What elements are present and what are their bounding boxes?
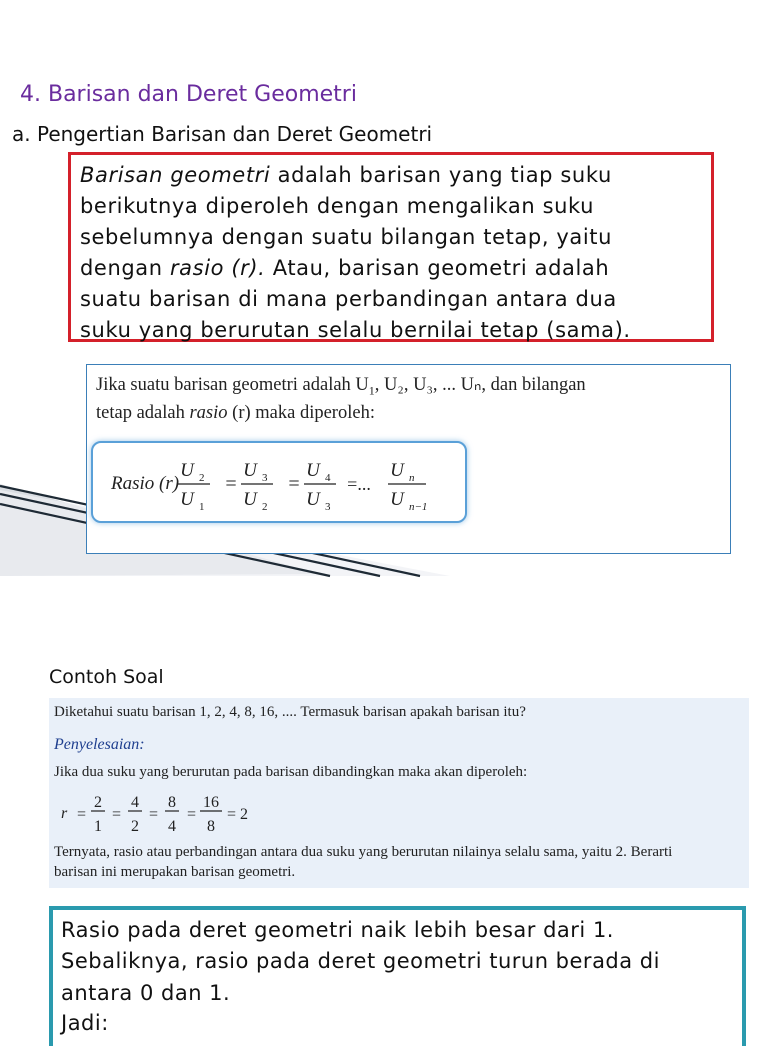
definition-line-1: Barisan geometri adalah barisan yang tiap suku — [80, 163, 612, 187]
equals-sign: = — [186, 806, 197, 823]
equals-sign: = — [288, 473, 300, 495]
note-line-3: antara 0 dan 1. — [61, 981, 231, 1005]
equals-ellipsis: =... — [347, 474, 371, 494]
fraction-denominator: U — [390, 489, 404, 510]
r-variable: r — [61, 805, 68, 822]
solution-label: Penyelesaian: — [54, 736, 145, 753]
fraction-denominator: U — [243, 489, 257, 510]
fraction-numerator: U — [306, 460, 320, 481]
fraction-denominator: U — [180, 489, 194, 510]
fraction-denominator: 1 — [94, 818, 102, 835]
subsection-title: a. Pengertian Barisan dan Deret Geometri — [12, 122, 433, 146]
fraction-numerator-subscript: 2 — [199, 472, 205, 484]
equals-sign: = — [111, 806, 122, 823]
definition-line-3: sebelumnya dengan suatu bilangan tetap, yaitu — [80, 225, 613, 249]
equals-sign: = — [77, 806, 87, 823]
fraction-numerator: 16 — [203, 794, 219, 811]
example-heading: Contoh Soal — [49, 666, 164, 688]
fraction-denominator: U — [306, 489, 320, 510]
fraction-numerator: 4 — [131, 794, 139, 811]
fraction-denominator-subscript: 2 — [262, 501, 268, 513]
ratio-formula-box — [91, 441, 467, 523]
fraction-numerator-subscript: 4 — [325, 472, 331, 484]
fraction-denominator-subscript: 1 — [199, 501, 205, 513]
conclusion-line-1: Ternyata, rasio atau perbandingan antara dua suku yang berurutan nilainya selalu sama, yaitu 2. Berarti — [54, 844, 673, 860]
fraction-denominator-subscript: 3 — [325, 501, 331, 513]
fraction-denominator: 2 — [131, 818, 139, 835]
fraction-denominator: 4 — [168, 818, 176, 835]
formula-intro-line-2: tetap adalah rasio (r) maka diperoleh: — [96, 403, 375, 423]
fraction-denominator-subscript: n−1 — [409, 501, 428, 513]
formula-box — [86, 364, 731, 554]
example-box — [49, 698, 749, 888]
formula-intro-line-1: Jika suatu barisan geometri adalah $U_1$, U₂, U₃, ... Uₙ, dan bilangan — [96, 375, 586, 398]
section-title: 4. Barisan dan Deret Geometri — [20, 82, 357, 107]
definition-line-5: suatu barisan di mana perbandingan antara dua — [80, 287, 617, 311]
formula-label: Rasio (r) — [111, 473, 180, 494]
fraction-numerator: U — [180, 460, 194, 481]
term-barisan-geometri: Barisan geometri — [80, 163, 271, 187]
conclusion-line-2: barisan ini merupakan barisan geometri. — [54, 864, 296, 880]
equals-sign: = — [148, 806, 159, 823]
fraction-numerator-subscript: n — [409, 472, 415, 484]
definition-box — [68, 152, 714, 342]
ratio-formula — [93, 443, 469, 525]
fraction-numerator: U — [390, 460, 404, 481]
fraction-denominator: 8 — [207, 818, 215, 835]
example-question: Diketahui suatu barisan 1, 2, 4, 8, 16, .... Termasuk barisan apakah barisan itu? — [54, 704, 526, 720]
definition-line-6: suku yang berurutan selalu bernilai tetap (sama). — [80, 318, 631, 342]
note-line-4: Jadi: — [61, 1011, 109, 1035]
note-line-2: Sebaliknya, rasio pada deret geometri turun berada di — [61, 949, 660, 973]
term-rasio: rasio (r). — [169, 256, 266, 280]
solution-intro: Jika dua suku yang berurutan pada barisan dibandingkan maka akan diperoleh: — [54, 764, 528, 780]
ratio-result: = 2 — [227, 806, 249, 823]
fraction-numerator: U — [243, 460, 257, 481]
fraction-numerator: 8 — [168, 794, 176, 811]
definition-line-4: dengan rasio (r). Atau, barisan geometri adalah — [80, 256, 610, 280]
equals-sign: = — [225, 473, 237, 495]
definition-line-2: berikutnya diperoleh dengan mengalikan suku — [80, 194, 595, 218]
note-box — [49, 906, 746, 1046]
fraction-numerator: 2 — [94, 794, 102, 811]
note-line-1: Rasio pada deret geometri naik lebih besar dari 1. — [61, 918, 614, 942]
fraction-numerator-subscript: 3 — [262, 472, 268, 484]
